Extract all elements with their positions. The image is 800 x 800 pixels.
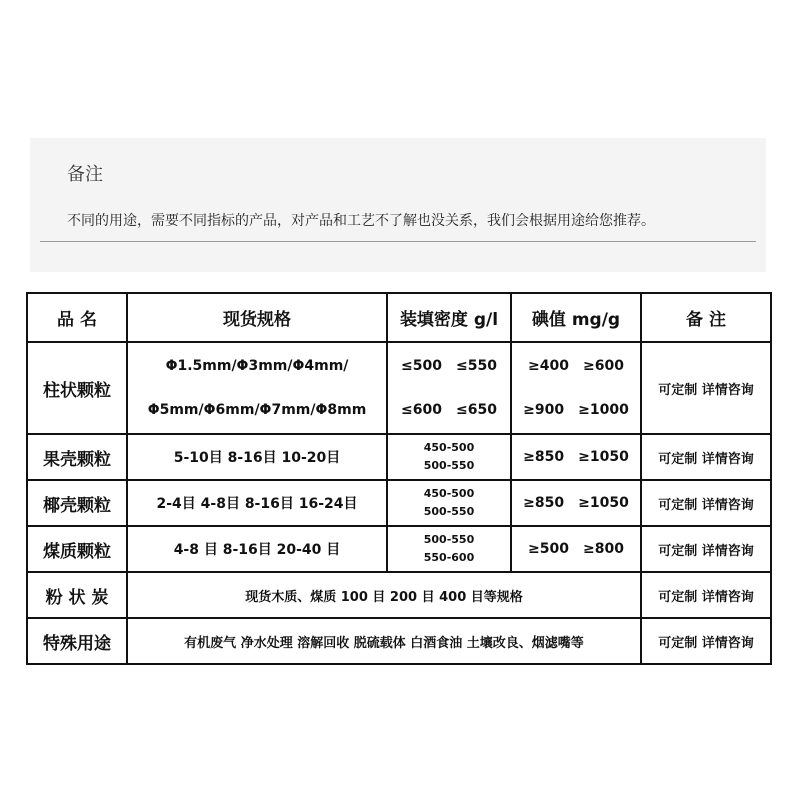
table-header-row	[27, 293, 771, 342]
iodine-value-item: ≥400	[528, 358, 569, 374]
note-text: 不同的用途，需要不同指标的产品，对产品和工艺不了解也没关系，我们会根据用途给您推荐。	[67, 213, 655, 229]
iodine-value-item: ≥800	[583, 541, 624, 557]
table-row	[27, 342, 771, 434]
iodine-value-item: ≥1050	[578, 495, 629, 511]
remark: 可定制 详情咨询	[641, 342, 771, 434]
product-spec-table	[26, 292, 772, 665]
iodine-value	[511, 342, 641, 434]
remark: 可定制 详情咨询	[641, 618, 771, 664]
header-iodine: 碘值 mg/g	[511, 293, 641, 342]
density	[387, 434, 511, 480]
iodine-value	[511, 480, 641, 526]
table-row	[27, 572, 771, 618]
divider	[40, 241, 756, 242]
table-row	[27, 618, 771, 664]
density-value: 500-550	[423, 533, 475, 546]
iodine-value-item: ≥600	[583, 358, 624, 374]
table-row	[27, 480, 771, 526]
density-value: ≤600	[401, 402, 442, 418]
iodine-value-item: ≥1050	[578, 449, 629, 465]
iodine-value	[511, 434, 641, 480]
iodine-value-item: ≥850	[523, 495, 565, 511]
density-line	[388, 344, 510, 388]
remark: 可定制 详情咨询	[641, 572, 771, 618]
table-row	[27, 526, 771, 572]
note-panel	[30, 138, 766, 272]
product-name: 煤质颗粒	[27, 526, 127, 572]
density-value: 450-500	[423, 441, 475, 454]
stock-spec	[127, 342, 387, 434]
stock-spec: 有机废气 净水处理 溶解回收 脱硫载体 白酒食油 土壤改良、烟滤嘴等	[127, 618, 641, 664]
remark: 可定制 详情咨询	[641, 434, 771, 480]
product-name: 果壳颗粒	[27, 434, 127, 480]
density-value: ≤650	[456, 402, 497, 418]
product-name: 椰壳颗粒	[27, 480, 127, 526]
density	[387, 480, 511, 526]
table-row	[27, 434, 771, 480]
density-value: ≤550	[456, 358, 497, 374]
header-density: 装填密度 g/l	[387, 293, 511, 342]
iodine-value-item: ≥900	[523, 402, 565, 418]
iodine-value	[511, 526, 641, 572]
density-value: ≤500	[401, 358, 442, 374]
iodine-line	[512, 344, 640, 388]
header-stock-spec: 现货规格	[127, 293, 387, 342]
density-line	[388, 388, 510, 432]
header-remark: 备 注	[641, 293, 771, 342]
iodine-value-item: ≥1000	[578, 402, 629, 418]
product-name: 柱状颗粒	[27, 342, 127, 434]
product-name: 特殊用途	[27, 618, 127, 664]
density-value: 500-550	[423, 459, 475, 472]
spec-line: Φ5mm/Φ6mm/Φ7mm/Φ8mm	[147, 402, 367, 418]
iodine-value-item: ≥850	[523, 449, 565, 465]
density-value: 450-500	[423, 487, 475, 500]
note-title: 备注	[67, 164, 103, 185]
density-value: 500-550	[423, 505, 475, 518]
product-name: 粉 状 炭	[27, 572, 127, 618]
header-product-name: 品 名	[27, 293, 127, 342]
stock-spec: 5-10目 8-16目 10-20目	[127, 434, 387, 480]
density	[387, 342, 511, 434]
spec-line: Φ1.5mm/Φ3mm/Φ4mm/	[165, 358, 349, 374]
remark: 可定制 详情咨询	[641, 480, 771, 526]
iodine-value-item: ≥500	[528, 541, 569, 557]
stock-spec: 2-4目 4-8目 8-16目 16-24目	[127, 480, 387, 526]
density	[387, 526, 511, 572]
remark: 可定制 详情咨询	[641, 526, 771, 572]
stock-spec: 4-8 目 8-16目 20-40 目	[127, 526, 387, 572]
stock-spec: 现货木质、煤质 100 目 200 目 400 目等规格	[127, 572, 641, 618]
density-value: 550-600	[423, 551, 475, 564]
iodine-line	[512, 388, 640, 432]
